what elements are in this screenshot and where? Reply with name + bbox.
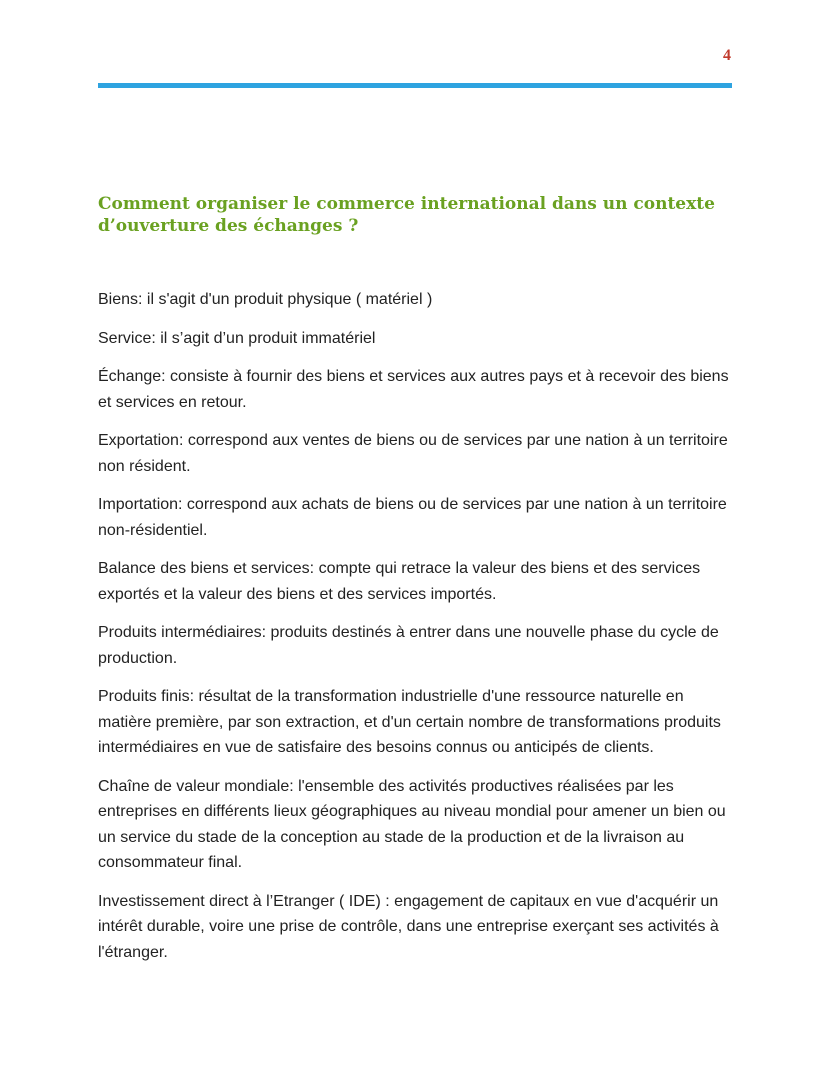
section-heading: Comment organiser le commerce international dans un contexte d’ouverture des échanges ? [98,194,715,236]
definition-service: Service: il s’agit d’un produit immatériel [98,329,376,347]
definition-biens: Biens: il s'agit d'un produit physique ( matériel ) [98,291,433,308]
definition-produits-intermediaires: Produits intermédiaires: produits destinés à entrer dans une nouvelle phase du cycle de production. [98,624,719,667]
definition-exportation: Exportation: correspond aux ventes de biens ou de services par une nation à un territoire non résident. [98,432,728,475]
header-rule [98,83,732,88]
definition-echange: Échange: consiste à fournir des biens et services aux autres pays et à recevoir des biens et services en retour. [98,368,729,411]
definition-importation: Importation: correspond aux achats de biens ou de services par une nation à un territoire non-résidentiel. [98,496,727,539]
definitions-list [98,287,730,978]
page-number: 4 [723,47,731,64]
definition-balance: Balance des biens et services: compte qui retrace la valeur des biens et des services exportés et la valeur des biens et des services importés. [98,560,701,603]
definition-chaine-de-valeur: Chaîne de valeur mondiale: l'ensemble des activités productives réalisées par les entreprises en différents lieux géographiques au niveau mondial pour amener un bien ou un service du stade de la conception au stade de la production et de la livraison au consommateur final. [98,777,726,871]
definition-produits-finis: Produits finis: résultat de la transformation industrielle d'une ressource naturelle en matière première, par son extraction, et d'un certain nombre de transformations produits intermédiaires en vue de satisfaire des besoins connus ou anticipés de clients. [98,688,721,756]
definition-ide: Investissement direct à l’Etranger ( IDE) : engagement de capitaux en vue d'acquérir un intérêt durable, voire une prise de contrôle, dans une entreprise exerçant ses activités à l'étranger. [98,892,719,961]
